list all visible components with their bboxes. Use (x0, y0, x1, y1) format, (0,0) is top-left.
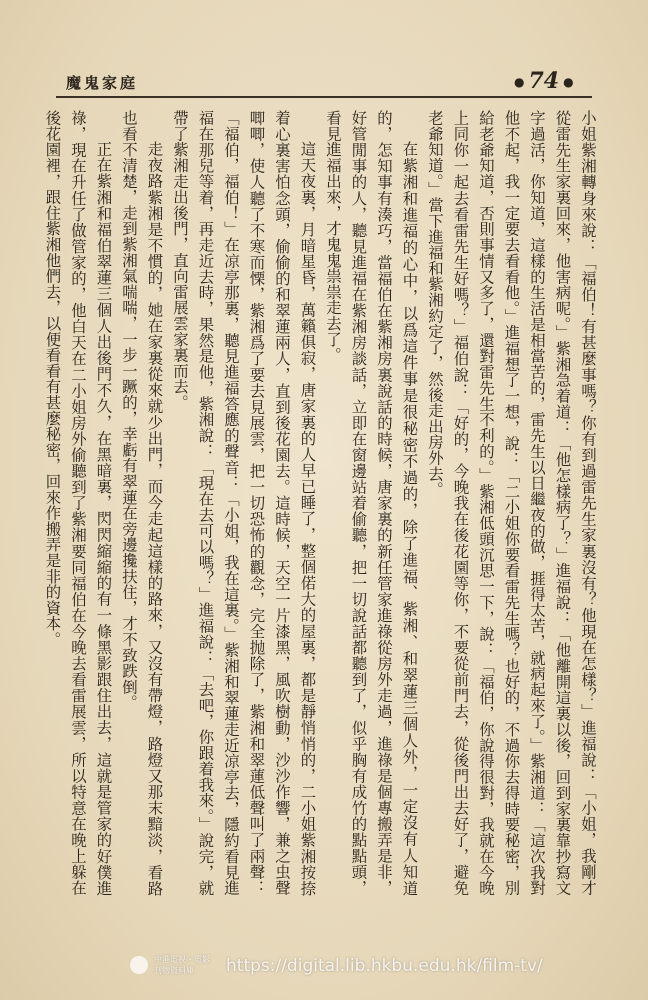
running-title: 魔鬼家庭 (66, 74, 139, 92)
bullet-icon: ● (514, 75, 525, 89)
library-logo-icon (130, 956, 148, 974)
watermark-org-name: 中港電視・電影 刊物資料庫 (154, 955, 210, 975)
paragraph: 在紫湘和進福的心中，以爲這件事是很秘密不過的，除了進福、紫湘、和翠蓮三個人外，一定沒有人知道的，怎知事有湊巧，當福伯在紫湘房裏說話的時候，唐家裏的新任管家進祿從房外走過，進祿是個專搬弄是非，好管閒事的人，聽見進福在紫湘房談話，立即在窗邊站着偷聽，把一切說話都聽到了，似乎胸有成竹的點點頭，看見進福出來，才鬼鬼祟祟走去了。 (324, 110, 419, 896)
paragraph: 正在紫湘和福伯翠蓮三個人出後門不久，在黑暗裏，閃閃縮縮的有一條黑影跟住出去，這就是管家的好僕進祿，現在升任了做管家的，他白天在二小姐房外偷聽到了紫湘要同福伯在今晚去看雷展雲，所以特意在晚上躲在後花園裡，跟住紫湘他們去，以便看看有甚麼秘密，回來作搬弄是非的資本。 (43, 110, 113, 896)
header-rule (56, 96, 592, 98)
paragraph: 走夜路紫湘是不慣的，她在家裏從來就少出門，而今走起這樣的路來，又沒有帶燈，路燈又那末黯淡，看路也看不清楚，走到紫湘氣喘喘，一步一蹶的，幸虧有翠蓮在旁邊攙扶住，才不致跌倒。 (120, 110, 164, 896)
page-number (510, 68, 578, 94)
library-watermark (130, 954, 630, 980)
paragraph: 這天夜裏，月暗星昏，萬籟俱寂，唐家裏的人早已睡了，整個偌大的屋裏，都是靜悄悄的，二小姐紫湘按捺着心裏害怕念頭，偷偷的和翠蓮兩人，直到後花園去。這時候，天空一片漆黑，風吹樹動，沙沙作響，兼之虫聲唧唧，使人聽了不寒而慄，紫湘爲了要去見展雲，把一切恐怖的觀念，完全抛除了，紫湘和翠蓮低聲叫了兩聲：「福伯，福伯！」在凉亭那裏，聽見進福答應的聲音：「小姐，我在這裏。」紫湘和翠蓮走近凉亭去，隱約看見進福在那兒等着，再走近去時，果然是他，紫湘說：「現在去可以嗎？」進福說：「去吧，你跟着我來。」說完，就帶了紫湘走出後門，直向雷展雲家裏而去。 (171, 110, 317, 896)
page-number-value: 74 (528, 68, 560, 94)
bullet-icon: ● (563, 75, 574, 89)
body-text (43, 110, 600, 896)
paragraph: 小姐紫湘轉身來說：「福伯！有甚麼事嗎？你有到過雷先生家裏沒有？他現在怎樣？」進福說：「小姐，我剛才從雷先生家裏回來，他害病呢。」紫湘急着道：「他怎樣病了？」進福說：「他離開這裏以後，回到家裏靠抄寫文字過活，你知道，這樣的生活是相當苦的，雷先生以日繼夜的做，捱得太苦，就病起來了。」紫湘道：「這次我對他不起，我一定要去看看他。」進福想了一想，說：「二小姐你要看雷先生嗎？也好的，不過你去得時要秘密，別給老爺知道，否則事情又多了，還對雷先生不利的。」紫湘低頭沉思一下，說：「福伯，你說得很對，我就在今晚上同你一起去看雷先生好嗎？」福伯說：「好的，今晚我在後花園等你，不要從前門去，從後門出去好了，避免老爺知道。」當下進福和紫湘約定了，然後走出房外去。 (426, 110, 597, 896)
watermark-url[interactable]: https://digital.lib.hkbu.edu.hk/film-tv/ (226, 956, 543, 976)
